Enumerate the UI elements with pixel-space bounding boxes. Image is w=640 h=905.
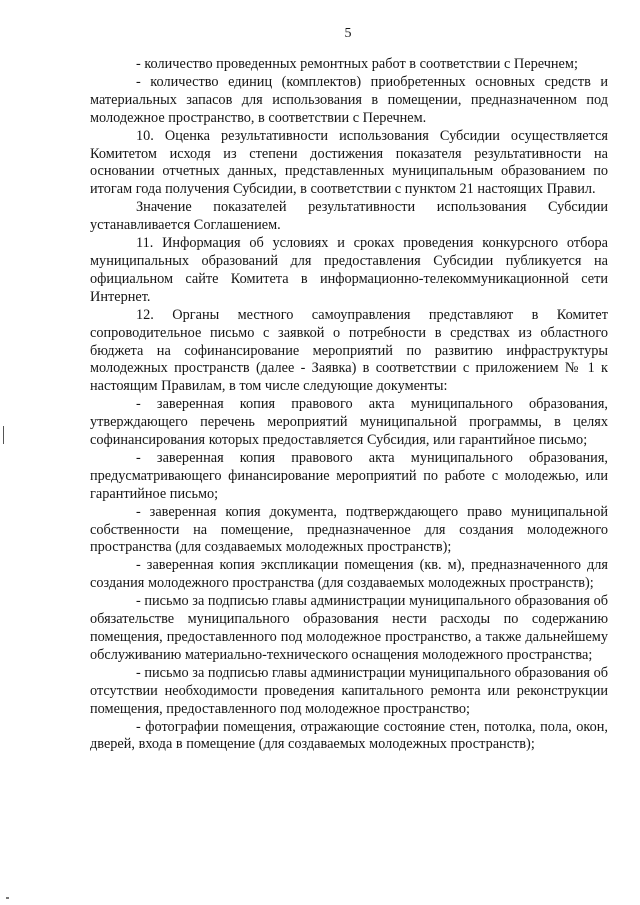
list-item-funding-act: - заверенная копия правового акта муниципального образования, предусматривающего финансирование мероприятий по работе с молодежью, или гарантийное письмо; [90,449,608,502]
list-item-ownership-document: - заверенная копия документа, подтверждающего право муниципальной собственности на помещение, предназначенное для создания молодежного пространства (для создаваемых молодежных пространств); [90,503,608,556]
page-number: 5 [344,26,352,41]
paragraph-11-information: 11. Информация об условиях и сроках проведения конкурсного отбора муниципальных образований для предоставления Субсидии публикуется на официальном сайте Комитета в информационно-телекоммуникационной сети Интернет. [90,235,608,305]
list-item-maintenance-letter: - письмо за подписью главы администрации муниципального образования об обязательстве муниципального образования нести расходы по содержанию помещения, предоставленного под молодежное пространство, а также дальнейшему обслуживанию материально-технического оснащения молодежного пространства; [90,593,608,663]
list-item-assets-count: - количество единиц (комплектов) приобретенных основных средств и материальных запасов для использования в помещении, предназначенном под молодежное пространство, в соответствии с Перечнем. [90,73,608,126]
scan-margin-mark [3,426,4,444]
list-item-no-repair-letter: - письмо за подписью главы администрации муниципального образования об отсутствии необходимости проведения капитального ремонта или реконструкции помещения, предоставленного под молодежное пространство; [90,664,608,717]
list-item-program-act: - заверенная копия правового акта муниципального образования, утверждающего перечень мероприятий муниципальной программы, в целях софинансирования которых предоставляется Субсидия, или гарантийное письмо; [90,396,608,449]
list-item-repairs-count: - количество проведенных ремонтных работ в соответствии с Перечнем; [136,56,578,72]
list-item-photos: - фотографии помещения, отражающие состояние стен, потолка, пола, окон, дверей, входа в помещение (для создаваемых молодежных пространств); [90,718,608,753]
scan-speck [6,897,9,899]
paragraph-indicator-values: Значение показателей результативности использования Субсидии устанавливается Соглашением. [90,199,608,234]
document-body [90,56,608,754]
paragraph-10-evaluation: 10. Оценка результативности использования Субсидии осуществляется Комитетом исходя из степени достижения показателя результативности на основании отчетных данных, представленных муниципальным образованием по итогам года получения Субсидии, в соответствии с пунктом 21 настоящих Правил. [90,127,608,198]
paragraph-12-application: 12. Органы местного самоуправления представляют в Комитет сопроводительное письмо с заявкой о потребности в средствах из областного бюджета на софинансирование мероприятий по развитию инфраструктуры молодежных пространств (далее - Заявка) в соответствии с приложением № 1 к настоящим Правилам, в том числе следующие документы: [90,306,608,395]
list-item-floor-plan: - заверенная копия экспликации помещения (кв. м), предназначенного для создания молодежного пространства (для создаваемых молодежных пространств); [90,557,608,592]
